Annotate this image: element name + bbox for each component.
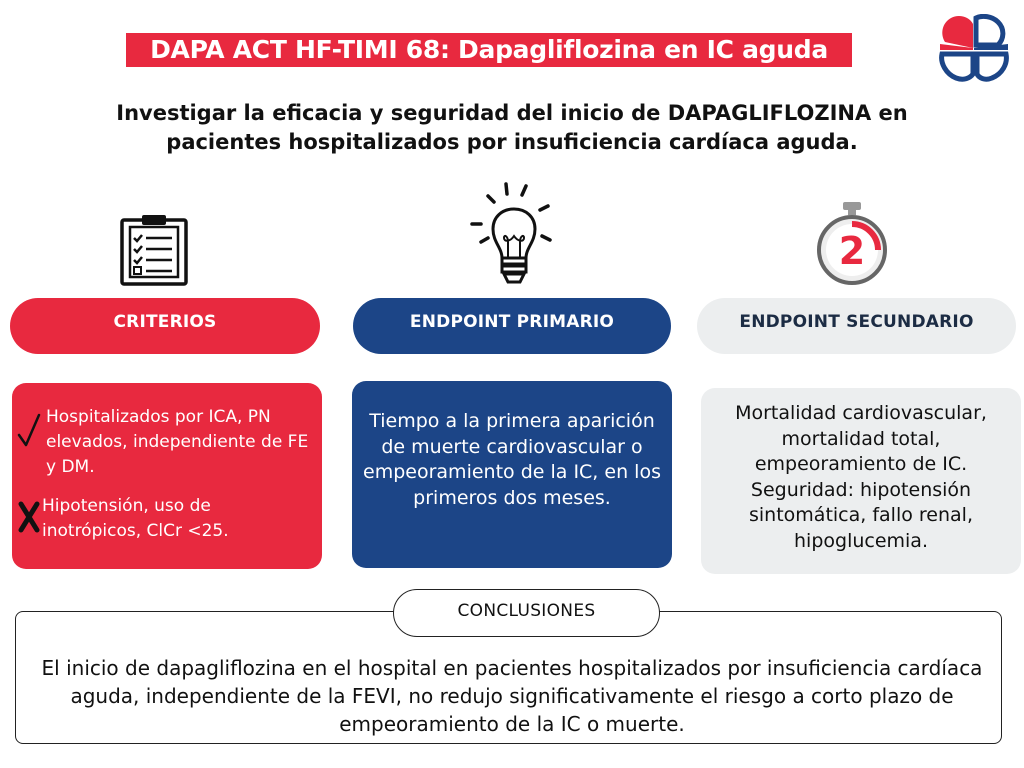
primario-header: [353, 298, 671, 354]
conclusiones-label: [393, 589, 660, 637]
criterios-card: [12, 383, 322, 569]
primary-endpoint-text: Tiempo a la primera aparición de muerte cardiovascular o empeoramiento de la IC, en los primeros dos meses.: [363, 410, 661, 509]
primario-card: [352, 381, 672, 568]
primario-header-label: ENDPOINT PRIMARIO: [409, 312, 615, 332]
secundario-card: [701, 388, 1021, 574]
secundario-header: [697, 298, 1016, 354]
timer-number: 2: [838, 229, 866, 273]
conclusiones-text: El inicio de dapagliflozina en el hospital en pacientes hospitalizados por insuficiencia cardíaca aguda, independiente de la FEVI, no redujo significativamente el riesgo a corto plazo de empeoramiento de la IC o muerte.: [41, 656, 983, 736]
x-mark-icon: [17, 499, 41, 535]
criterios-header-label: CRITERIOS: [113, 312, 217, 332]
study-objective: Investigar la eficacia y seguridad del inicio de DAPAGLIFLOZINA en pacientes hospitalizados por insuficiencia cardíaca aguda.: [116, 101, 908, 154]
conclusiones-label-text: CONCLUSIONES: [457, 601, 596, 621]
heart-logo-icon: [938, 14, 1010, 84]
inclusion-criteria: Hospitalizados por ICA, PN elevados, independiente de FE y DM.: [46, 407, 309, 477]
clipboard-checklist-icon: [118, 213, 190, 287]
secondary-endpoint-text: Mortalidad cardiovascular, mortalidad total, empeoramiento de IC. Seguridad: hipotensión sintomática, fallo renal, hipoglucemia.: [735, 402, 987, 552]
lightbulb-icon: [464, 178, 562, 288]
page-title: DAPA ACT HF-TIMI 68: Dapagliflozina en IC aguda: [126, 33, 852, 67]
stopwatch-icon: [812, 200, 892, 286]
exclusion-criteria: Hipotensión, uso de inotrópicos, ClCr <25.: [42, 496, 229, 541]
criterios-header: [10, 298, 320, 354]
secundario-header-label: ENDPOINT SECUNDARIO: [739, 312, 974, 332]
checkmark-icon: [16, 411, 42, 451]
